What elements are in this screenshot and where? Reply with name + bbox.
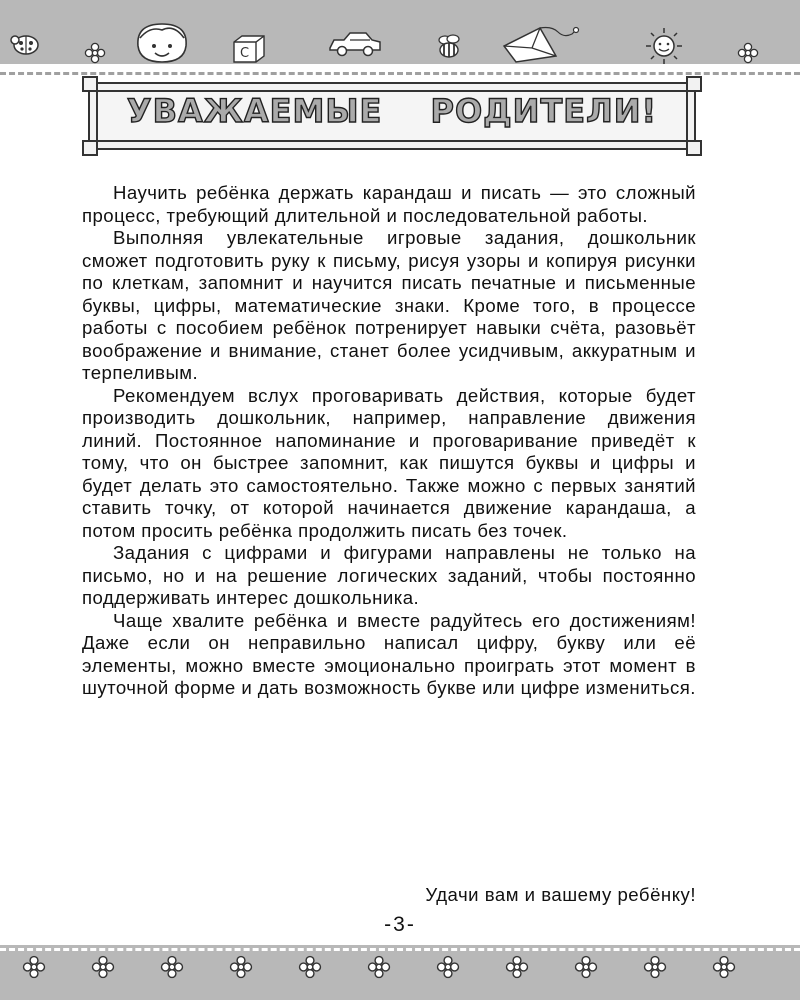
bee-icon (432, 32, 466, 60)
page-number: -3- (384, 913, 416, 936)
flower-icon (737, 42, 759, 64)
ladybug-icon (8, 30, 44, 56)
paragraph: Научить ребёнка держать карандаш и писать — это сложный процесс, требующий длительной и последовательной работы. (82, 182, 696, 226)
flower-icon (574, 955, 598, 979)
flower-icon (712, 955, 736, 979)
paragraph: Задания с цифрами и фигурами направлены не только на письмо, но и на решение логических заданий, чтобы постоянно поддерживать интерес дошкольника. (82, 542, 696, 608)
paragraph: Рекомендуем вслух проговаривать действия, которые будет производить дошкольник, например, направление движения линий. Постоянное напоминание и проговаривание приведёт к тому, что он быстрее запомнит, как пишутся буквы и цифры и будет делать это самостоятельно. Также можно с первых занятий ставить точку, от которой начинается движение карандаша, а потом просить ребёнка продолжить писать без точек. (82, 384, 696, 541)
footer-band (0, 945, 800, 1000)
paragraph: Чаще хвалите ребёнка и вместе радуйтесь его достижениям! Даже если он неправильно написал цифру, букву или её элементы, можно вместе эмоционально проиграть этот момент в шуточной форме и дать возможность букве или цифре измениться. (82, 609, 696, 698)
envelope-kite-icon (496, 22, 582, 64)
flower-icon (229, 955, 253, 979)
frame-corner (686, 76, 702, 92)
flower-icon (367, 955, 391, 979)
flower-icon (643, 955, 667, 979)
frame-corner (82, 140, 98, 156)
svg-text:C: C (240, 46, 250, 61)
flower-icon (160, 955, 184, 979)
flower-icon (505, 955, 529, 979)
paragraph: Выполняя увлекательные игровые задания, дошкольник сможет подготовить руку к письму, рисуя узоры и копируя рисунки по клеткам, запомнит и научится писать печатные и письменные буквы, цифры, математические знаки. Кроме того, в процессе работы с пособием ребёнок потренирует навыки счёта, разовьёт воображение и внимание, станет более усидчивым, аккуратным и терпеливым. (82, 227, 696, 383)
flower-icon (436, 955, 460, 979)
flower-icon (84, 42, 106, 64)
body-text (82, 182, 696, 700)
flower-icon (22, 955, 46, 979)
flower-icon (91, 955, 115, 979)
child-face-icon (130, 20, 194, 64)
header-dashed-divider (0, 72, 800, 75)
car-icon (326, 30, 384, 58)
title-frame (88, 82, 696, 150)
frame-corner (82, 76, 98, 92)
footer-dashed-divider (0, 948, 800, 951)
toy-block-icon (232, 34, 266, 64)
frame-corner (686, 140, 702, 156)
flower-icon (298, 955, 322, 979)
page-title: УВАЖАЕМЫЕ РОДИТЕЛИ! (126, 92, 658, 130)
closing-line: Удачи вам и вашему ребёнку! (425, 884, 696, 905)
sun-icon (644, 26, 684, 66)
